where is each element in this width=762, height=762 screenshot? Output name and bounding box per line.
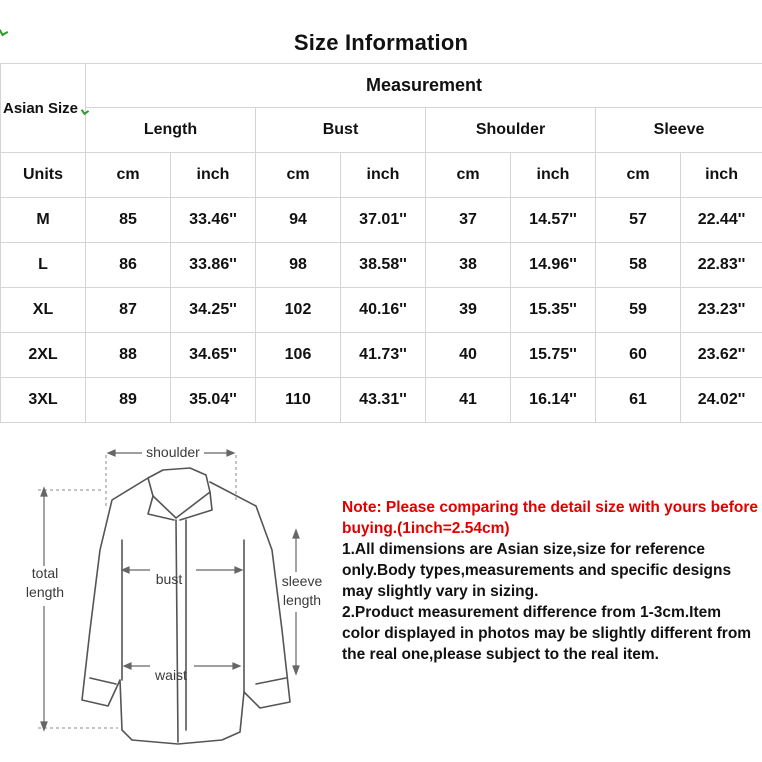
value-cell: 34.65'' — [171, 333, 256, 378]
value-cell: 35.04'' — [171, 378, 256, 423]
size-cell: XL — [1, 288, 86, 333]
value-cell: 37.01'' — [341, 198, 426, 243]
value-cell: 43.31'' — [341, 378, 426, 423]
value-cell: 15.75'' — [511, 333, 596, 378]
unit-header: cm — [596, 153, 681, 198]
unit-header: inch — [681, 153, 762, 198]
table-row — [1, 378, 762, 423]
size-table — [0, 63, 762, 423]
value-cell: 58 — [596, 243, 681, 288]
value-cell: 23.23'' — [681, 288, 762, 333]
table-row — [1, 288, 762, 333]
note-point-1: 1.All dimensions are Asian size,size for reference only.Body types,measurements and specific designs may slightly vary in sizing. — [342, 541, 732, 600]
size-cell: M — [1, 198, 86, 243]
value-cell: 37 — [426, 198, 511, 243]
value-cell: 61 — [596, 378, 681, 423]
value-cell: 39 — [426, 288, 511, 333]
value-cell: 16.14'' — [511, 378, 596, 423]
group-header: Sleeve — [596, 108, 762, 153]
value-cell: 60 — [596, 333, 681, 378]
value-cell: 15.35'' — [511, 288, 596, 333]
value-cell: 14.57'' — [511, 198, 596, 243]
unit-header: inch — [511, 153, 596, 198]
asian-size-header: Asian Size — [1, 64, 86, 153]
value-cell: 38 — [426, 243, 511, 288]
table-row — [1, 198, 762, 243]
size-cell: L — [1, 243, 86, 288]
size-cell: 2XL — [1, 333, 86, 378]
value-cell: 14.96'' — [511, 243, 596, 288]
sleeve-length-label: sleeve length — [281, 573, 323, 608]
group-header: Length — [86, 108, 256, 153]
units-label: Units — [1, 153, 86, 198]
value-cell: 41 — [426, 378, 511, 423]
group-header: Shoulder — [426, 108, 596, 153]
value-cell: 38.58'' — [341, 243, 426, 288]
page-title: Size Information — [293, 30, 469, 55]
unit-header: cm — [86, 153, 171, 198]
value-cell: 86 — [86, 243, 171, 288]
value-cell: 89 — [86, 378, 171, 423]
value-cell: 98 — [256, 243, 341, 288]
value-cell: 87 — [86, 288, 171, 333]
measurement-header: Measurement — [86, 64, 762, 108]
bust-label: bust — [155, 571, 183, 587]
value-cell: 40.16'' — [341, 288, 426, 333]
value-cell: 94 — [256, 198, 341, 243]
notes-block — [342, 497, 762, 665]
garment-diagram — [0, 430, 340, 762]
note-warning: Note: Please comparing the detail size with yours before buying.(1inch=2.54cm) — [342, 499, 759, 537]
shoulder-label: shoulder — [146, 444, 200, 460]
value-cell: 88 — [86, 333, 171, 378]
table-row — [1, 333, 762, 378]
value-cell: 40 — [426, 333, 511, 378]
value-cell: 33.86'' — [171, 243, 256, 288]
total-length-label: total length — [25, 565, 65, 600]
table-row — [1, 243, 762, 288]
unit-header: cm — [426, 153, 511, 198]
waist-label: waist — [155, 667, 187, 683]
note-point-2: 2.Product measurement difference from 1-3cm.Item color displayed in photos may be slightly different from the real one,please subject to the real item. — [342, 604, 752, 663]
group-header: Bust — [256, 108, 426, 153]
value-cell: 110 — [256, 378, 341, 423]
value-cell: 102 — [256, 288, 341, 333]
unit-header: inch — [341, 153, 426, 198]
value-cell: 85 — [86, 198, 171, 243]
value-cell: 41.73'' — [341, 333, 426, 378]
value-cell: 22.44'' — [681, 198, 762, 243]
unit-header: inch — [171, 153, 256, 198]
value-cell: 24.02'' — [681, 378, 762, 423]
value-cell: 57 — [596, 198, 681, 243]
unit-header: cm — [256, 153, 341, 198]
value-cell: 34.25'' — [171, 288, 256, 333]
value-cell: 59 — [596, 288, 681, 333]
value-cell: 33.46'' — [171, 198, 256, 243]
value-cell: 106 — [256, 333, 341, 378]
size-cell: 3XL — [1, 378, 86, 423]
value-cell: 22.83'' — [681, 243, 762, 288]
value-cell: 23.62'' — [681, 333, 762, 378]
